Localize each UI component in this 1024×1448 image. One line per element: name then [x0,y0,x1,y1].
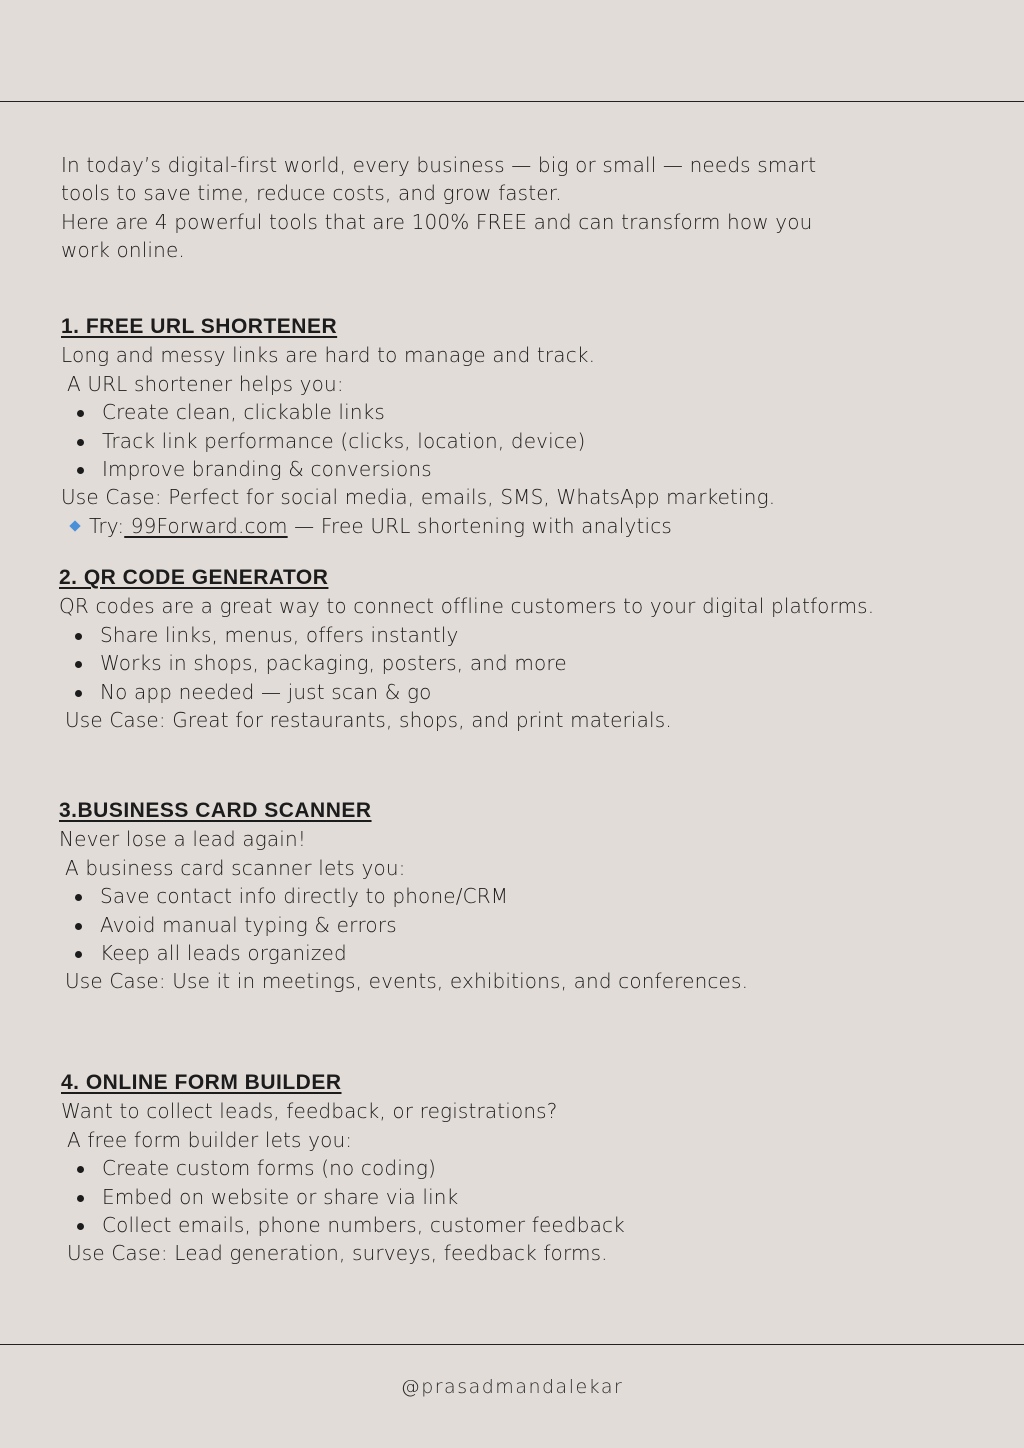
list-item: Works in shops, packaging, posters, and more [59,649,874,677]
feature-list [59,882,748,967]
section-heading: 3.BUSINESS CARD SCANNER [59,799,372,822]
section-qr-generator [59,564,874,734]
intro-line: tools to save time, reduce costs, and grow faster. [61,181,562,206]
list-item: Create custom forms (no coding) [61,1154,625,1182]
use-case: Use Case: Lead generation, surveys, feedback forms. [67,1241,608,1266]
section-lead: A URL shortener helps you: [67,371,344,396]
section-heading: 1. FREE URL SHORTENER [61,315,338,338]
section-description: Long and messy links are hard to manage and track. [61,343,596,368]
section-heading: 4. ONLINE FORM BUILDER [61,1071,342,1094]
list-item: Collect emails, phone numbers, customer feedback [61,1211,625,1239]
list-item: Keep all leads organized [59,939,748,967]
feature-list [59,621,874,706]
try-label: Try: [89,513,125,538]
feature-list [61,398,775,483]
section-description: Never lose a lead again! [59,827,307,852]
section-lead: A free form builder lets you: [67,1127,353,1152]
99forward-link[interactable]: 99Forward.com [124,513,288,538]
intro-line: Here are 4 powerful tools that are 100% FREE and can transform how you [61,209,813,234]
section-description: QR codes are a great way to connect offline customers to your digital platforms. [59,594,875,619]
section-description: Want to collect leads, feedback, or registrations? [61,1099,558,1124]
section-lead: A business card scanner lets you: [65,855,406,880]
section-business-card-scanner [59,797,748,996]
intro-line: work online. [61,238,185,263]
list-item: Track link performance (clicks, location, device) [61,427,775,455]
list-item: Share links, menus, offers instantly [59,621,874,649]
section-heading: 2. QR CODE GENERATOR [59,566,329,589]
feature-list [61,1154,625,1239]
list-item: Create clean, clickable links [61,398,775,426]
section-url-shortener [61,313,775,540]
list-item: No app needed — just scan & go [59,678,874,706]
use-case: Use Case: Use it in meetings, events, exhibitions, and conferences. [65,969,749,994]
intro-line: In today’s digital-first world, every business — big or small — needs smart [61,153,817,177]
top-divider [0,101,1024,102]
bottom-divider [0,1344,1024,1345]
list-item: Save contact info directly to phone/CRM [59,882,748,910]
section-form-builder [61,1069,625,1268]
blue-diamond-icon [69,520,80,531]
intro-paragraph [61,151,816,265]
try-suffix: — Free URL shortening with analytics [287,513,672,538]
list-item: Embed on website or share via link [61,1183,625,1211]
footer-handle: @prasadmandalekar [400,1376,624,1398]
list-item: Improve branding & conversions [61,455,775,483]
list-item: Avoid manual typing & errors [59,911,748,939]
use-case: Use Case: Great for restaurants, shops, and print materials. [65,707,672,732]
use-case: Use Case: Perfect for social media, emails, SMS, WhatsApp marketing. [61,485,776,510]
try-line [61,512,775,540]
